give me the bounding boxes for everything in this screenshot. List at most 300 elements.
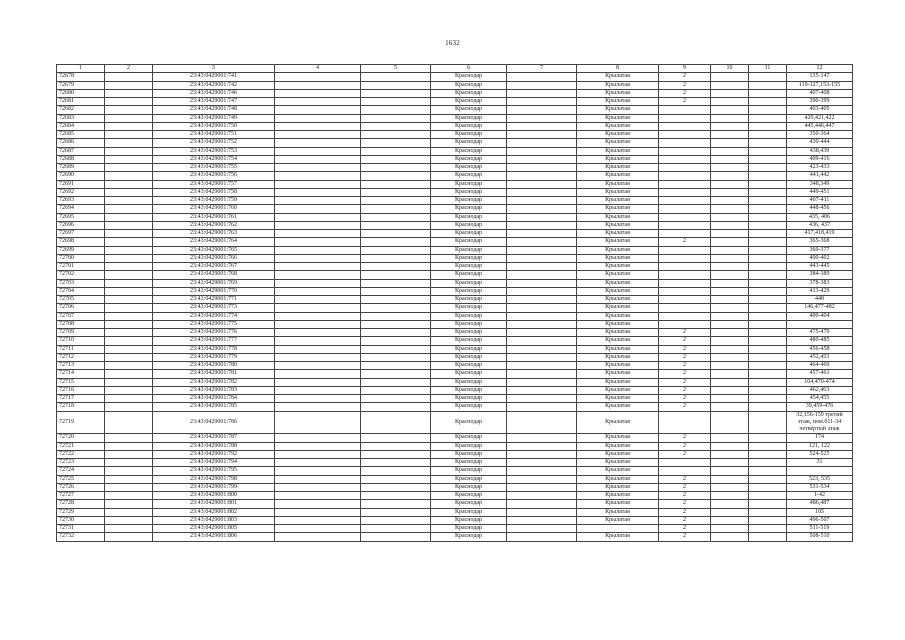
cell-col-5 — [361, 246, 431, 254]
table-row — [57, 362, 853, 370]
cell-floor: 2 — [659, 483, 711, 491]
cell-col-5 — [361, 213, 431, 221]
cell-col-11 — [749, 221, 787, 229]
cell-col-2 — [105, 312, 153, 320]
cell-col-2 — [105, 403, 153, 411]
cell-col-11 — [749, 533, 787, 541]
cell-street: Крылатая — [577, 279, 659, 287]
cell-col-5 — [361, 98, 431, 106]
cell-col-10 — [711, 403, 749, 411]
cell-city: Краснодар — [431, 296, 507, 304]
cell-record-number: 72728 — [57, 500, 105, 508]
table-row — [57, 106, 853, 114]
cell-premises-numbers — [787, 320, 853, 328]
cell-col-5 — [361, 188, 431, 196]
cell-col-2 — [105, 263, 153, 271]
cell-cadastral-number: 23:43:0429001:795 — [153, 467, 275, 475]
cell-col-7 — [507, 296, 577, 304]
cell-cadastral-number: 23:43:0429001:755 — [153, 164, 275, 172]
cell-col-5 — [361, 230, 431, 238]
cell-col-11 — [749, 271, 787, 279]
cell-street: Крылатая — [577, 164, 659, 172]
cell-street: Крылатая — [577, 230, 659, 238]
cell-col-5 — [361, 483, 431, 491]
cell-col-5 — [361, 467, 431, 475]
cell-record-number: 72711 — [57, 345, 105, 353]
cell-col-10 — [711, 475, 749, 483]
cell-col-2 — [105, 337, 153, 345]
cell-col-11 — [749, 155, 787, 163]
cell-col-2 — [105, 386, 153, 394]
cell-cadastral-number: 23:43:0429001:783 — [153, 386, 275, 394]
cell-cadastral-number: 23:43:0429001:742 — [153, 81, 275, 89]
cell-street: Крылатая — [577, 188, 659, 196]
cell-premises-numbers: 454,455 — [787, 395, 853, 403]
cell-col-7 — [507, 205, 577, 213]
cell-col-10 — [711, 508, 749, 516]
cell-city: Краснодар — [431, 525, 507, 533]
cell-premises-numbers: 31 — [787, 459, 853, 467]
column-header-7: 7 — [507, 65, 577, 73]
cell-col-5 — [361, 89, 431, 97]
cell-cadastral-number: 23:43:0429001:750 — [153, 122, 275, 130]
cell-floor — [659, 172, 711, 180]
cell-col-4 — [275, 114, 361, 122]
cell-floor — [659, 279, 711, 287]
cell-col-7 — [507, 370, 577, 378]
table-row — [57, 131, 853, 139]
cell-col-2 — [105, 370, 153, 378]
table-row — [57, 533, 853, 541]
cell-col-10 — [711, 122, 749, 130]
cell-premises-numbers: 407-411 — [787, 197, 853, 205]
cell-col-11 — [749, 508, 787, 516]
cell-col-7 — [507, 516, 577, 524]
cell-col-4 — [275, 197, 361, 205]
cell-floor — [659, 271, 711, 279]
cell-col-5 — [361, 500, 431, 508]
cell-col-2 — [105, 271, 153, 279]
cell-city: Краснодар — [431, 500, 507, 508]
cell-cadastral-number: 23:43:0429001:801 — [153, 500, 275, 508]
cell-cadastral-number: 23:43:0429001:757 — [153, 180, 275, 188]
cell-col-2 — [105, 139, 153, 147]
cell-col-11 — [749, 246, 787, 254]
cell-col-2 — [105, 254, 153, 262]
cell-street: Крылатая — [577, 442, 659, 450]
cell-col-7 — [507, 230, 577, 238]
cell-street: Крылатая — [577, 98, 659, 106]
cell-col-5 — [361, 106, 431, 114]
cell-city: Краснодар — [431, 337, 507, 345]
cell-record-number: 72684 — [57, 122, 105, 130]
cell-city: Краснодар — [431, 459, 507, 467]
cell-floor — [659, 155, 711, 163]
cell-cadastral-number: 23:43:0429001:767 — [153, 263, 275, 271]
cell-col-2 — [105, 483, 153, 491]
cell-col-5 — [361, 205, 431, 213]
table-row — [57, 450, 853, 458]
cell-floor — [659, 205, 711, 213]
cell-col-2 — [105, 164, 153, 172]
table-row — [57, 188, 853, 196]
cell-col-2 — [105, 525, 153, 533]
cell-col-10 — [711, 271, 749, 279]
cell-col-2 — [105, 172, 153, 180]
cell-col-10 — [711, 164, 749, 172]
cell-col-4 — [275, 246, 361, 254]
cell-col-4 — [275, 147, 361, 155]
cell-premises-numbers: 146,477-482 — [787, 304, 853, 312]
cell-street: Крылатая — [577, 508, 659, 516]
cell-col-7 — [507, 386, 577, 394]
cell-record-number: 72685 — [57, 131, 105, 139]
cell-street: Крылатая — [577, 411, 659, 434]
cell-col-4 — [275, 139, 361, 147]
cell-col-5 — [361, 254, 431, 262]
cell-col-10 — [711, 516, 749, 524]
cell-street: Крылатая — [577, 459, 659, 467]
cell-col-10 — [711, 180, 749, 188]
cell-city: Краснодар — [431, 533, 507, 541]
cell-cadastral-number: 23:43:0429001:761 — [153, 213, 275, 221]
cell-col-7 — [507, 98, 577, 106]
cell-col-5 — [361, 459, 431, 467]
cell-city: Краснодар — [431, 197, 507, 205]
cell-col-5 — [361, 287, 431, 295]
table-row — [57, 353, 853, 361]
cell-floor: 2 — [659, 403, 711, 411]
cell-premises-numbers: 435, 406 — [787, 213, 853, 221]
cell-col-11 — [749, 122, 787, 130]
cell-street: Крылатая — [577, 386, 659, 394]
cell-cadastral-number: 23:43:0429001:803 — [153, 516, 275, 524]
cell-city: Краснодар — [431, 304, 507, 312]
cell-city: Краснодар — [431, 403, 507, 411]
cell-col-5 — [361, 516, 431, 524]
cell-street: Крылатая — [577, 172, 659, 180]
cell-floor — [659, 304, 711, 312]
cell-cadastral-number: 23:43:0429001:747 — [153, 98, 275, 106]
cell-col-7 — [507, 395, 577, 403]
cell-premises-numbers: 403-405 — [787, 106, 853, 114]
cell-col-2 — [105, 296, 153, 304]
cell-street: Крылатая — [577, 467, 659, 475]
cell-col-10 — [711, 459, 749, 467]
cell-col-2 — [105, 500, 153, 508]
cell-col-7 — [507, 525, 577, 533]
cell-col-4 — [275, 271, 361, 279]
cell-col-10 — [711, 467, 749, 475]
cell-col-11 — [749, 213, 787, 221]
cell-col-10 — [711, 442, 749, 450]
cell-premises-numbers: 457-461 — [787, 370, 853, 378]
cell-floor: 2 — [659, 450, 711, 458]
cell-col-11 — [749, 114, 787, 122]
cell-city: Краснодар — [431, 131, 507, 139]
cell-col-10 — [711, 213, 749, 221]
cell-record-number: 72724 — [57, 467, 105, 475]
cell-col-5 — [361, 353, 431, 361]
cell-street: Крылатая — [577, 271, 659, 279]
cell-col-2 — [105, 434, 153, 442]
cell-city: Краснодар — [431, 164, 507, 172]
cell-col-2 — [105, 246, 153, 254]
cell-col-7 — [507, 147, 577, 155]
cell-col-10 — [711, 296, 749, 304]
cell-col-10 — [711, 386, 749, 394]
cell-col-4 — [275, 238, 361, 246]
cell-col-11 — [749, 164, 787, 172]
cell-col-2 — [105, 205, 153, 213]
cell-col-11 — [749, 411, 787, 434]
cell-premises-numbers: 445,446,447 — [787, 122, 853, 130]
table-row — [57, 508, 853, 516]
cell-premises-numbers: 464-469 — [787, 362, 853, 370]
cell-col-5 — [361, 221, 431, 229]
cell-city: Краснодар — [431, 467, 507, 475]
cell-col-5 — [361, 296, 431, 304]
cell-cadastral-number: 23:43:0429001:765 — [153, 246, 275, 254]
cell-cadastral-number: 23:43:0429001:753 — [153, 147, 275, 155]
cell-premises-numbers: 496-507 — [787, 516, 853, 524]
cell-col-11 — [749, 304, 787, 312]
cell-cadastral-number: 23:43:0429001:780 — [153, 362, 275, 370]
cell-col-7 — [507, 81, 577, 89]
cell-col-4 — [275, 467, 361, 475]
cell-record-number: 72691 — [57, 180, 105, 188]
cell-col-2 — [105, 450, 153, 458]
cell-street: Крылатая — [577, 304, 659, 312]
cell-floor: 2 — [659, 329, 711, 337]
cell-col-5 — [361, 279, 431, 287]
cell-col-11 — [749, 287, 787, 295]
cell-col-10 — [711, 254, 749, 262]
cell-col-11 — [749, 131, 787, 139]
cell-col-10 — [711, 533, 749, 541]
cell-record-number: 72721 — [57, 442, 105, 450]
cell-record-number: 72722 — [57, 450, 105, 458]
cell-col-2 — [105, 345, 153, 353]
cell-col-5 — [361, 155, 431, 163]
cell-floor: 2 — [659, 434, 711, 442]
cell-city: Краснодар — [431, 287, 507, 295]
cell-street: Крылатая — [577, 450, 659, 458]
cell-premises-numbers: 531-534 — [787, 483, 853, 491]
cell-col-5 — [361, 386, 431, 394]
cell-col-4 — [275, 106, 361, 114]
cell-col-11 — [749, 386, 787, 394]
table-row — [57, 434, 853, 442]
table-row — [57, 378, 853, 386]
cell-col-10 — [711, 450, 749, 458]
cell-cadastral-number: 23:43:0429001:754 — [153, 155, 275, 163]
cell-col-5 — [361, 81, 431, 89]
cell-floor: 2 — [659, 525, 711, 533]
table-row — [57, 254, 853, 262]
cell-street: Крылатая — [577, 370, 659, 378]
cell-col-7 — [507, 271, 577, 279]
cell-city: Краснодар — [431, 483, 507, 491]
cell-city: Краснодар — [431, 271, 507, 279]
cell-street: Крылатая — [577, 180, 659, 188]
cell-record-number: 72704 — [57, 287, 105, 295]
cell-cadastral-number: 23:43:0429001:778 — [153, 345, 275, 353]
cell-col-2 — [105, 213, 153, 221]
cell-col-7 — [507, 337, 577, 345]
cell-street: Крылатая — [577, 155, 659, 163]
cell-col-11 — [749, 98, 787, 106]
cell-col-10 — [711, 353, 749, 361]
cell-col-11 — [749, 106, 787, 114]
cell-floor — [659, 114, 711, 122]
cell-col-4 — [275, 525, 361, 533]
cell-street: Крылатая — [577, 296, 659, 304]
cell-cadastral-number: 23:43:0429001:792 — [153, 450, 275, 458]
cell-premises-numbers: 508-510 — [787, 533, 853, 541]
cell-street: Крылатая — [577, 475, 659, 483]
cell-col-10 — [711, 500, 749, 508]
table-row — [57, 459, 853, 467]
cell-col-10 — [711, 89, 749, 97]
cell-premises-numbers: 32,156-159 третий этаж, пом.б11-34 четвертый этаж — [787, 411, 853, 434]
cell-col-7 — [507, 114, 577, 122]
cell-col-5 — [361, 395, 431, 403]
cell-col-10 — [711, 106, 749, 114]
cell-floor: 2 — [659, 508, 711, 516]
cell-col-2 — [105, 188, 153, 196]
table-row — [57, 370, 853, 378]
cell-col-4 — [275, 188, 361, 196]
cell-record-number: 72679 — [57, 81, 105, 89]
cell-col-11 — [749, 279, 787, 287]
cell-col-4 — [275, 263, 361, 271]
table-row — [57, 114, 853, 122]
cell-city: Краснодар — [431, 329, 507, 337]
table-row — [57, 139, 853, 147]
column-header-8: 8 — [577, 65, 659, 73]
table-row — [57, 329, 853, 337]
cell-premises-numbers: 384-389 — [787, 271, 853, 279]
table-row — [57, 89, 853, 97]
cell-col-5 — [361, 172, 431, 180]
cell-col-4 — [275, 395, 361, 403]
cell-col-10 — [711, 434, 749, 442]
cell-premises-numbers: 452,453 — [787, 353, 853, 361]
cell-col-4 — [275, 164, 361, 172]
cell-col-7 — [507, 500, 577, 508]
cell-city: Краснодар — [431, 246, 507, 254]
cell-premises-numbers: 407-408 — [787, 89, 853, 97]
cell-col-11 — [749, 296, 787, 304]
cell-city: Краснодар — [431, 147, 507, 155]
cell-col-11 — [749, 450, 787, 458]
cell-col-7 — [507, 164, 577, 172]
cell-col-7 — [507, 320, 577, 328]
table-row — [57, 180, 853, 188]
cell-cadastral-number: 23:43:0429001:776 — [153, 329, 275, 337]
cell-city: Краснодар — [431, 221, 507, 229]
cell-floor: 2 — [659, 475, 711, 483]
cell-record-number: 72707 — [57, 312, 105, 320]
cell-city: Краснодар — [431, 73, 507, 81]
cell-col-5 — [361, 122, 431, 130]
cell-street: Крылатая — [577, 263, 659, 271]
cell-floor: 2 — [659, 370, 711, 378]
cell-col-5 — [361, 139, 431, 147]
cell-cadastral-number: 23:43:0429001:749 — [153, 114, 275, 122]
table-row — [57, 395, 853, 403]
cell-col-11 — [749, 329, 787, 337]
cell-floor — [659, 263, 711, 271]
cell-col-10 — [711, 131, 749, 139]
cell-col-11 — [749, 172, 787, 180]
cell-street: Крылатая — [577, 395, 659, 403]
cell-cadastral-number: 23:43:0429001:806 — [153, 533, 275, 541]
cell-floor: 2 — [659, 238, 711, 246]
cell-col-7 — [507, 122, 577, 130]
cell-floor: 2 — [659, 386, 711, 394]
cell-col-4 — [275, 508, 361, 516]
cell-col-2 — [105, 221, 153, 229]
cell-col-5 — [361, 164, 431, 172]
cell-col-2 — [105, 475, 153, 483]
cell-premises-numbers: 135-147 — [787, 73, 853, 81]
cell-street — [577, 525, 659, 533]
cell-city: Краснодар — [431, 89, 507, 97]
cell-col-4 — [275, 122, 361, 130]
cell-premises-numbers: 420,421,422 — [787, 114, 853, 122]
cell-record-number: 72730 — [57, 516, 105, 524]
cell-col-4 — [275, 386, 361, 394]
cell-cadastral-number: 23:43:0429001:748 — [153, 106, 275, 114]
cell-city: Краснодар — [431, 370, 507, 378]
cell-cadastral-number: 23:43:0429001:775 — [153, 320, 275, 328]
cell-city: Краснодар — [431, 81, 507, 89]
cell-col-10 — [711, 172, 749, 180]
cell-street: Крылатая — [577, 131, 659, 139]
cell-col-5 — [361, 320, 431, 328]
cell-col-7 — [507, 475, 577, 483]
cell-premises-numbers: 348,349 — [787, 180, 853, 188]
cell-record-number: 72720 — [57, 434, 105, 442]
cell-col-2 — [105, 287, 153, 295]
cell-premises-numbers: 400-404 — [787, 312, 853, 320]
cell-col-2 — [105, 353, 153, 361]
cell-col-2 — [105, 98, 153, 106]
cell-floor: 2 — [659, 345, 711, 353]
cell-col-4 — [275, 370, 361, 378]
cell-col-11 — [749, 395, 787, 403]
cell-col-11 — [749, 139, 787, 147]
cell-cadastral-number: 23:43:0429001:773 — [153, 304, 275, 312]
cell-cadastral-number: 23:43:0429001:805 — [153, 525, 275, 533]
cell-col-10 — [711, 279, 749, 287]
table-row — [57, 213, 853, 221]
cell-col-4 — [275, 475, 361, 483]
column-header-2: 2 — [105, 65, 153, 73]
cell-col-4 — [275, 378, 361, 386]
cell-col-10 — [711, 395, 749, 403]
cell-premises-numbers: 443-445 — [787, 263, 853, 271]
cell-record-number: 72731 — [57, 525, 105, 533]
cell-col-10 — [711, 312, 749, 320]
cell-cadastral-number: 23:43:0429001:777 — [153, 337, 275, 345]
cell-col-7 — [507, 508, 577, 516]
cell-street: Крылатая — [577, 516, 659, 524]
cell-record-number: 72718 — [57, 403, 105, 411]
cell-floor — [659, 230, 711, 238]
